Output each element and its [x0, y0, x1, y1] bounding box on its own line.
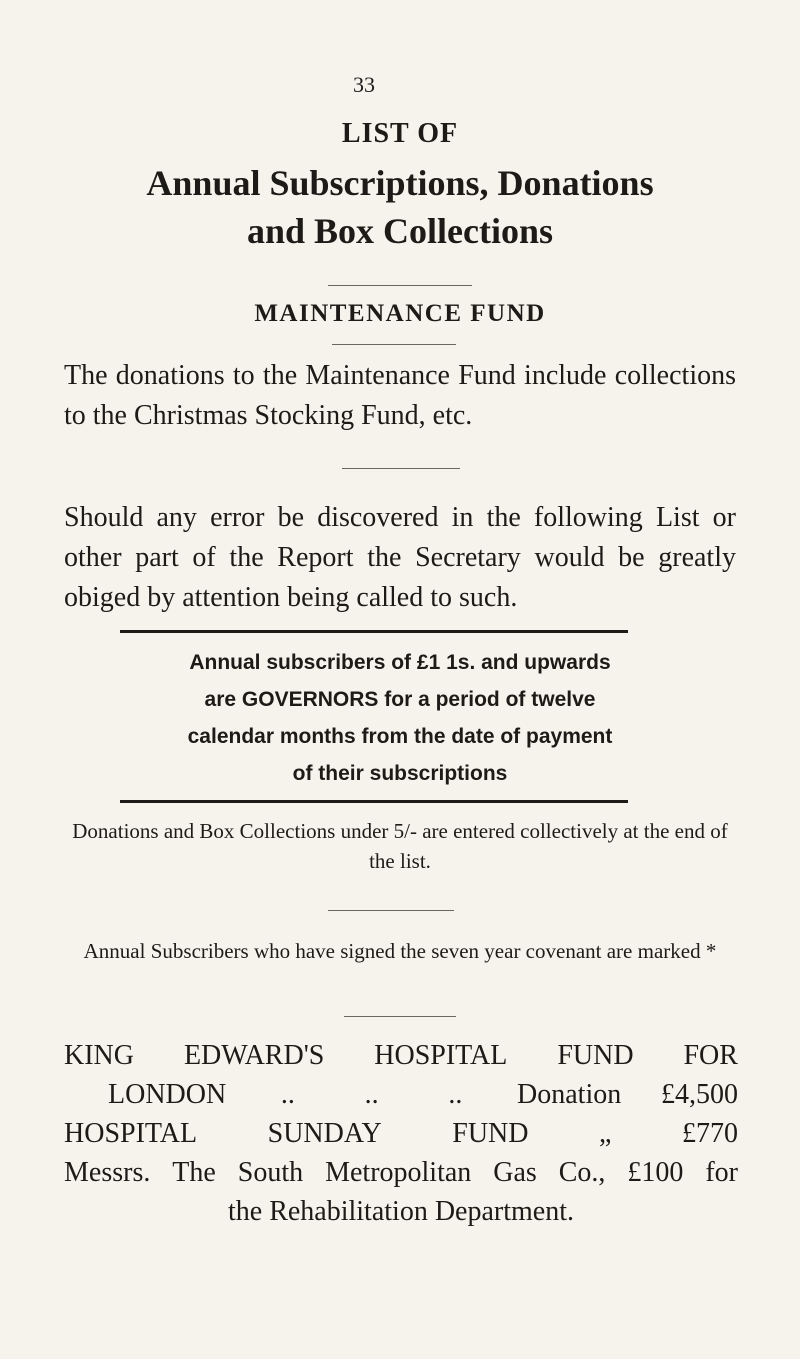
entry-word: FUND	[452, 1118, 529, 1149]
box-rule-bottom	[120, 800, 628, 803]
divider	[342, 468, 460, 469]
entry-south-metropolitan-gas	[64, 1153, 738, 1192]
entry-word: Gas	[493, 1157, 537, 1188]
entry-amount: £100	[627, 1157, 684, 1188]
entry-word: EDWARD'S	[183, 1040, 325, 1071]
governors-line-1: Annual subscribers of £1 1s. and upwards	[189, 651, 611, 674]
governors-notice	[120, 644, 680, 792]
entry-department: the Rehabilitation Department.	[227, 1196, 574, 1227]
box-rule-top	[120, 630, 628, 633]
leader-dots: ..	[280, 1079, 295, 1110]
note-covenant: Annual Subscribers who have signed the seven year covenant are marked *	[83, 939, 717, 963]
entry-word: for	[705, 1157, 738, 1188]
entry-word: KING	[64, 1040, 134, 1071]
divider	[344, 1016, 456, 1017]
note-small-donations: Donations and Box Collections under 5/- are entered collectively at the end of the list.	[72, 819, 728, 873]
entry-word: Co.,	[558, 1157, 606, 1188]
section-heading: MAINTENANCE FUND	[254, 300, 546, 327]
entry-word: LONDON	[108, 1079, 227, 1110]
leader-dots: ..	[364, 1079, 379, 1110]
entry-amount: £770	[681, 1118, 738, 1149]
title-line-2: Annual Subscriptions, Donations	[146, 163, 654, 203]
governors-line-3: calendar months from the date of payment	[187, 725, 613, 748]
entry-word: The	[172, 1157, 216, 1188]
entry-word: South	[237, 1157, 304, 1188]
entry-amount: £4,500	[660, 1079, 738, 1110]
entry-word: Metropolitan	[325, 1157, 472, 1188]
entry-word: SUNDAY	[267, 1118, 382, 1149]
paragraph-error-notice: Should any error be discovered in the following List or other part of the Report the Secretary would be greatly obiged by attention being called to such.	[64, 502, 736, 613]
governors-line-2: are GOVERNORS for a period of twelve	[204, 688, 596, 711]
entry-word: FUND	[557, 1040, 634, 1071]
page-number: 33	[353, 72, 375, 97]
divider	[328, 910, 454, 911]
entry-type: Donation	[517, 1079, 622, 1110]
divider	[328, 285, 472, 286]
entry-hospital-sunday-fund	[64, 1114, 738, 1153]
entry-word: FOR	[683, 1040, 738, 1071]
entry-king-edwards-line-2	[64, 1075, 738, 1114]
entry-king-edwards-line-1	[64, 1036, 738, 1075]
divider	[332, 344, 456, 345]
paragraph-maintenance-fund: The donations to the Maintenance Fund include collections to the Christmas Stocking Fund, etc.	[64, 360, 736, 431]
ditto-mark: „	[599, 1118, 612, 1149]
entry-word: Messrs.	[64, 1157, 151, 1188]
leader-dots: ..	[448, 1079, 463, 1110]
entry-word: HOSPITAL	[374, 1040, 508, 1071]
governors-line-4: of their subscriptions	[292, 762, 508, 785]
entry-south-metropolitan-gas-line-2	[64, 1192, 738, 1231]
title-line-3: and Box Collections	[246, 211, 554, 251]
title-line-1: LIST OF	[341, 118, 459, 149]
donation-entries	[64, 1036, 738, 1231]
entry-word: HOSPITAL	[64, 1118, 198, 1149]
